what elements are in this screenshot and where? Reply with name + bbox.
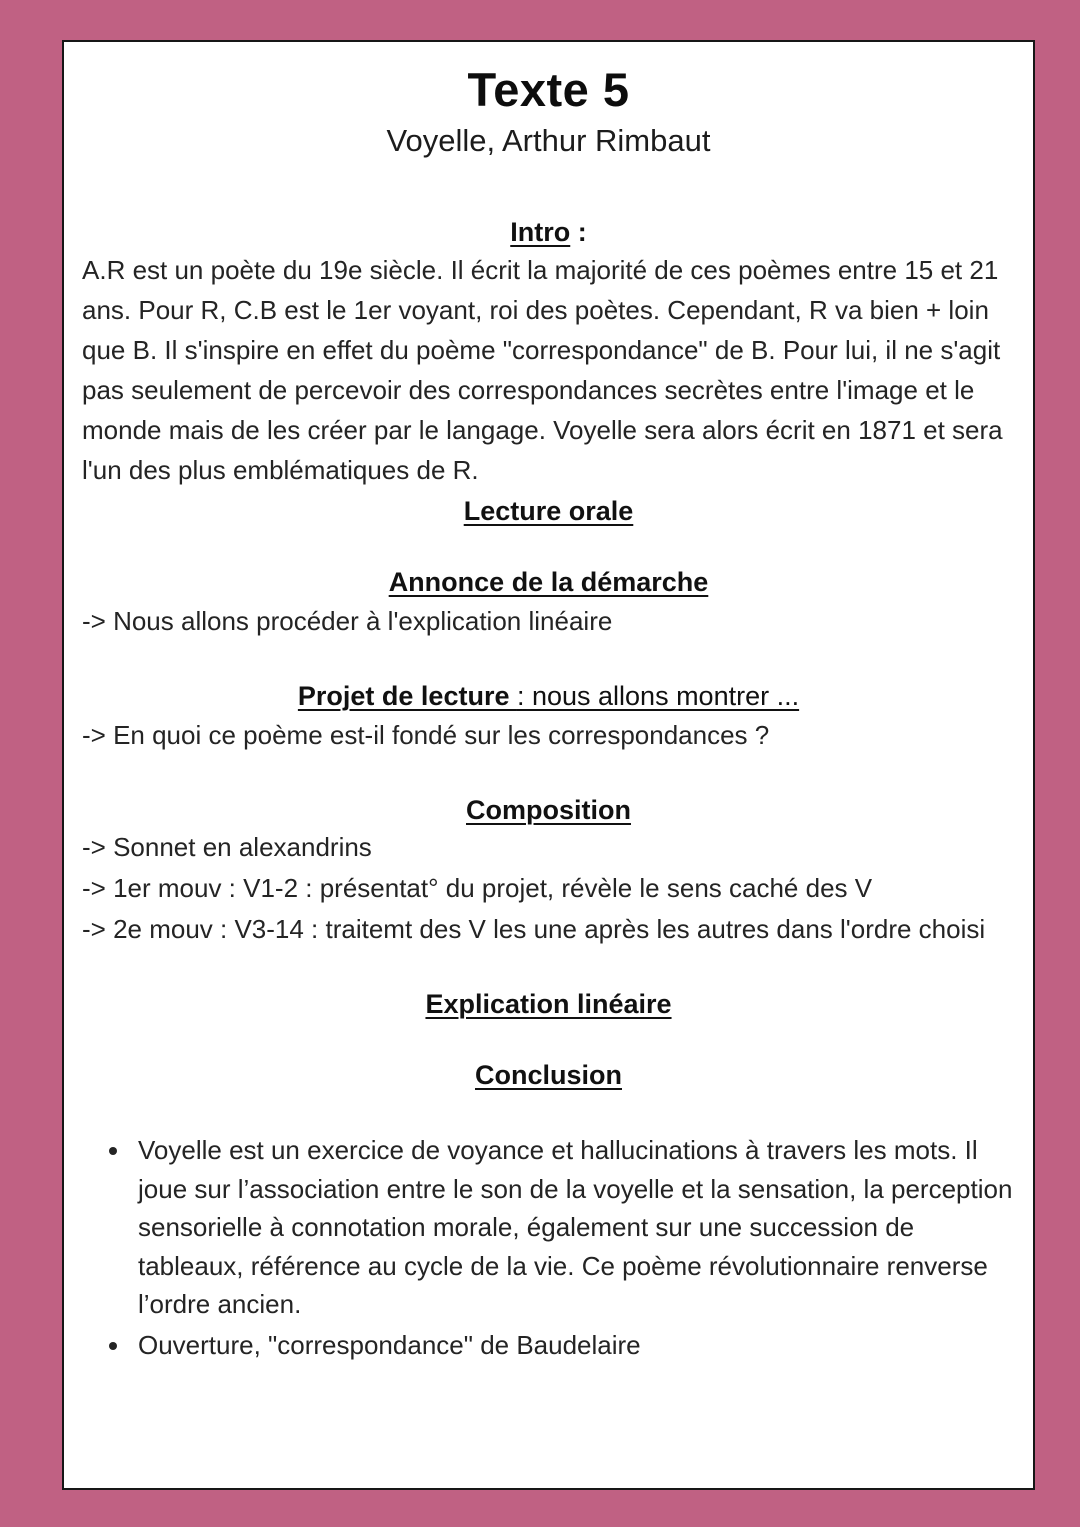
intro-heading-text: Intro <box>510 217 571 247</box>
intro-paragraph: A.R est un poète du 19e siècle. Il écrit la majorité de ces poèmes entre 15 et 21 ans. Pour R, C.B est le 1er voyant, roi des poètes. Cependant, R va bien + loin que B. Il s'inspire en effet du poème "correspondance" de B. Pour lui, il ne s'agit pas seulement de percevoir des correspondances secrètes entre l'image et le monde mais de les créer par le langage. Voyelle sera alors écrit en 1871 et sera l'un des plus emblématiques de R. <box>82 255 1003 486</box>
bullet-item: • Ouverture, "correspondance" de Baudelaire <box>132 1326 1015 1364</box>
document-page <box>62 40 1035 1490</box>
composition-lines <box>82 828 1015 949</box>
composition-line: -> Sonnet en alexandrins <box>82 832 372 863</box>
lecture-orale-heading <box>82 496 1015 527</box>
intro-heading-colon: : <box>570 217 587 247</box>
page-title: Texte 5 <box>467 63 630 116</box>
page-subtitle: Voyelle, Arthur Rimbaut <box>386 123 711 158</box>
lecture-orale-heading-text: Lecture orale <box>463 496 634 527</box>
projet-heading-rest: : nous allons montrer ... <box>516 681 800 712</box>
conclusion-heading-text: Conclusion <box>475 1060 622 1091</box>
projet-heading-bold: Projet de lecture <box>297 681 517 712</box>
projet-heading <box>82 681 1015 712</box>
annonce-line: -> Nous allons procéder à l'explication linéaire <box>82 606 613 637</box>
intro-heading <box>82 217 1015 248</box>
annonce-heading <box>82 567 1015 598</box>
conclusion-heading <box>82 1060 1015 1091</box>
explication-heading-text: Explication linéaire <box>425 989 672 1020</box>
projet-line: -> En quoi ce poème est-il fondé sur les correspondances ? <box>82 720 770 751</box>
composition-heading <box>82 795 1015 826</box>
composition-line: -> 1er mouv : V1-2 : présentat° du projet, révèle le sens caché des V <box>82 873 873 904</box>
composition-line: -> 2e mouv : V3-14 : traitemt des V les une après les autres dans l'ordre choisi <box>82 914 986 945</box>
explication-heading <box>82 989 1015 1020</box>
composition-heading-text: Composition <box>466 795 631 826</box>
annonce-heading-text: Annonce de la démarche <box>388 567 709 598</box>
bullet-item: • Voyelle est un exercice de voyance et hallucinations à travers les mots. Il joue sur l’association entre le son de la voyelle et la sensation, la perception sensorielle à connotation morale, également sur une succession de tableaux, référence au cycle de la vie. Ce poème révolutionnaire renverse l’ordre ancien. <box>132 1131 1015 1323</box>
conclusion-bullet-list <box>82 1131 1015 1364</box>
